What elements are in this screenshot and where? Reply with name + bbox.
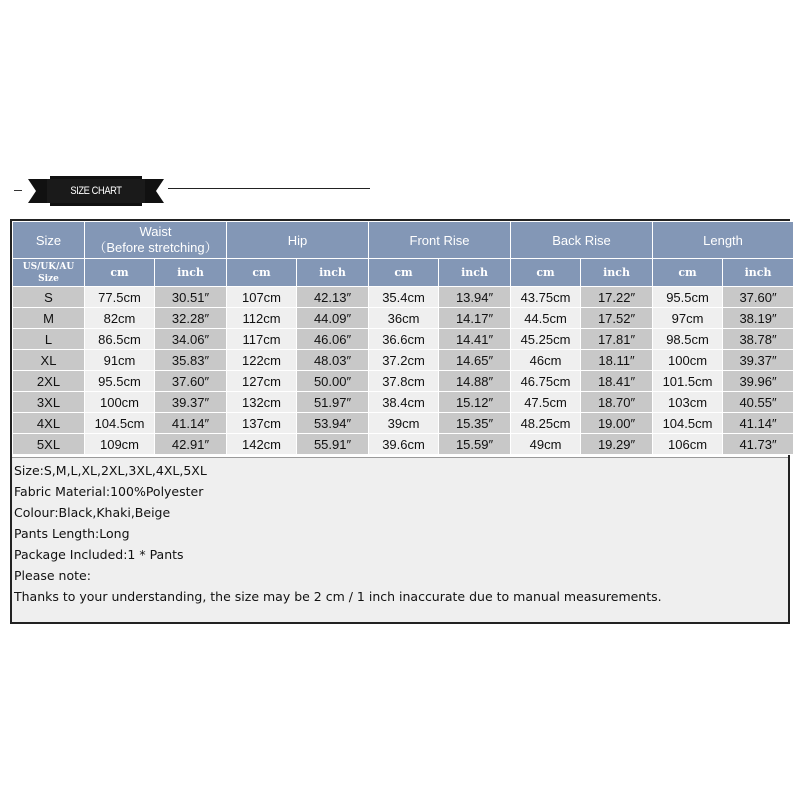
table-row (13, 371, 794, 392)
cell-back-rise-inch: 17.52″ (581, 308, 653, 329)
cell-hip-inch: 46.06″ (297, 329, 369, 350)
cell-hip-inch: 42.13″ (297, 287, 369, 308)
subheader-inch: inch (297, 259, 369, 287)
cell-length-inch: 38.19″ (723, 308, 794, 329)
banner-dash (14, 190, 22, 191)
cell-front-rise-inch: 15.59″ (439, 434, 511, 455)
subheader-inch: inch (581, 259, 653, 287)
cell-hip-cm: 117cm (227, 329, 297, 350)
cell-hip-inch: 48.03″ (297, 350, 369, 371)
cell-hip-cm: 137cm (227, 413, 297, 434)
cell-back-rise-cm: 48.25cm (511, 413, 581, 434)
cell-front-rise-inch: 14.41″ (439, 329, 511, 350)
header-waist (85, 222, 227, 259)
banner-tag (28, 176, 164, 206)
cell-back-rise-cm: 45.25cm (511, 329, 581, 350)
cell-waist-inch: 32.28″ (155, 308, 227, 329)
subheader-size-label: Size (38, 273, 59, 284)
header-waist-note: （Before stretching） (93, 240, 218, 255)
cell-waist-cm: 95.5cm (85, 371, 155, 392)
table-row (13, 287, 794, 308)
cell-back-rise-cm: 49cm (511, 434, 581, 455)
info-note-text: Thanks to your understanding, the size may be 2 cm / 1 inch inaccurate due to manual measurements. (14, 589, 662, 604)
cell-length-cm: 104.5cm (653, 413, 723, 434)
header-size: Size (13, 222, 85, 259)
cell-hip-cm: 142cm (227, 434, 297, 455)
table-row (13, 413, 794, 434)
cell-front-rise-inch: 15.35″ (439, 413, 511, 434)
cell-back-rise-cm: 44.5cm (511, 308, 581, 329)
subheader-row (13, 259, 794, 287)
cell-front-rise-cm: 37.8cm (369, 371, 439, 392)
cell-front-rise-cm: 37.2cm (369, 350, 439, 371)
cell-waist-cm: 109cm (85, 434, 155, 455)
header-length: Length (653, 222, 794, 259)
cell-length-inch: 40.55″ (723, 392, 794, 413)
subheader-inch: inch (723, 259, 794, 287)
cell-length-cm: 98.5cm (653, 329, 723, 350)
cell-front-rise-inch: 14.88″ (439, 371, 511, 392)
product-info (12, 457, 788, 622)
cell-length-inch: 41.14″ (723, 413, 794, 434)
subheader-cm: cm (369, 259, 439, 287)
cell-back-rise-cm: 46cm (511, 350, 581, 371)
cell-hip-inch: 51.97″ (297, 392, 369, 413)
cell-front-rise-cm: 35.4cm (369, 287, 439, 308)
cell-waist-inch: 37.60″ (155, 371, 227, 392)
cell-size: XL (13, 350, 85, 371)
cell-front-rise-cm: 39cm (369, 413, 439, 434)
size-chart-banner (14, 176, 359, 206)
cell-waist-inch: 35.83″ (155, 350, 227, 371)
table-row (13, 350, 794, 371)
cell-waist-inch: 30.51″ (155, 287, 227, 308)
subheader-size-region: US/UK/AU (22, 261, 75, 272)
table-row (13, 308, 794, 329)
subheader-cm: cm (511, 259, 581, 287)
cell-size: L (13, 329, 85, 350)
banner-rule (168, 188, 370, 189)
cell-size: 2XL (13, 371, 85, 392)
cell-hip-inch: 50.00″ (297, 371, 369, 392)
info-size: Size:S,M,L,XL,2XL,3XL,4XL,5XL (14, 463, 207, 478)
cell-back-rise-inch: 17.22″ (581, 287, 653, 308)
cell-front-rise-inch: 15.12″ (439, 392, 511, 413)
cell-length-cm: 97cm (653, 308, 723, 329)
size-table (12, 221, 794, 455)
cell-size: 4XL (13, 413, 85, 434)
cell-hip-cm: 112cm (227, 308, 297, 329)
banner-title: SIZE CHART (70, 185, 122, 197)
cell-length-inch: 41.73″ (723, 434, 794, 455)
cell-back-rise-cm: 46.75cm (511, 371, 581, 392)
cell-length-inch: 39.96″ (723, 371, 794, 392)
header-hip: Hip (227, 222, 369, 259)
cell-back-rise-inch: 18.70″ (581, 392, 653, 413)
subheader-cm: cm (227, 259, 297, 287)
subheader-cm: cm (85, 259, 155, 287)
cell-length-cm: 95.5cm (653, 287, 723, 308)
cell-front-rise-cm: 36.6cm (369, 329, 439, 350)
cell-waist-cm: 104.5cm (85, 413, 155, 434)
info-colour: Colour:Black,Khaki,Beige (14, 505, 171, 520)
cell-hip-cm: 122cm (227, 350, 297, 371)
cell-waist-inch: 41.14″ (155, 413, 227, 434)
cell-size: 5XL (13, 434, 85, 455)
cell-waist-cm: 86.5cm (85, 329, 155, 350)
header-front-rise: Front Rise (369, 222, 511, 259)
info-fabric: Fabric Material:100%Polyester (14, 484, 204, 499)
cell-size: S (13, 287, 85, 308)
size-rows (13, 287, 794, 455)
cell-front-rise-cm: 36cm (369, 308, 439, 329)
info-pants-length: Pants Length:Long (14, 526, 130, 541)
cell-waist-inch: 42.91″ (155, 434, 227, 455)
subheader-inch: inch (439, 259, 511, 287)
subheader-cm: cm (653, 259, 723, 287)
cell-front-rise-cm: 39.6cm (369, 434, 439, 455)
size-chart-panel (10, 219, 790, 624)
cell-hip-inch: 55.91″ (297, 434, 369, 455)
subheader-inch: inch (155, 259, 227, 287)
cell-back-rise-inch: 19.00″ (581, 413, 653, 434)
cell-back-rise-inch: 17.81″ (581, 329, 653, 350)
cell-waist-cm: 100cm (85, 392, 155, 413)
cell-waist-inch: 34.06″ (155, 329, 227, 350)
cell-hip-inch: 53.94″ (297, 413, 369, 434)
cell-length-cm: 103cm (653, 392, 723, 413)
cell-front-rise-inch: 14.65″ (439, 350, 511, 371)
header-row (13, 222, 794, 259)
cell-back-rise-inch: 18.11″ (581, 350, 653, 371)
cell-front-rise-inch: 14.17″ (439, 308, 511, 329)
cell-hip-inch: 44.09″ (297, 308, 369, 329)
cell-size: M (13, 308, 85, 329)
info-note-label: Please note: (14, 568, 91, 583)
cell-back-rise-cm: 47.5cm (511, 392, 581, 413)
subheader-size (13, 259, 85, 287)
table-row (13, 392, 794, 413)
cell-hip-cm: 107cm (227, 287, 297, 308)
cell-waist-cm: 82cm (85, 308, 155, 329)
cell-front-rise-cm: 38.4cm (369, 392, 439, 413)
cell-waist-cm: 77.5cm (85, 287, 155, 308)
cell-length-cm: 100cm (653, 350, 723, 371)
header-back-rise: Back Rise (511, 222, 653, 259)
cell-length-inch: 38.78″ (723, 329, 794, 350)
header-waist-title: Waist (139, 224, 172, 239)
cell-hip-cm: 127cm (227, 371, 297, 392)
cell-back-rise-cm: 43.75cm (511, 287, 581, 308)
cell-waist-inch: 39.37″ (155, 392, 227, 413)
table-row (13, 434, 794, 455)
cell-back-rise-inch: 18.41″ (581, 371, 653, 392)
cell-length-cm: 106cm (653, 434, 723, 455)
cell-waist-cm: 91cm (85, 350, 155, 371)
cell-front-rise-inch: 13.94″ (439, 287, 511, 308)
cell-length-inch: 37.60″ (723, 287, 794, 308)
cell-size: 3XL (13, 392, 85, 413)
info-package: Package Included:1 * Pants (14, 547, 184, 562)
table-row (13, 329, 794, 350)
cell-length-inch: 39.37″ (723, 350, 794, 371)
cell-back-rise-inch: 19.29″ (581, 434, 653, 455)
cell-length-cm: 101.5cm (653, 371, 723, 392)
cell-hip-cm: 132cm (227, 392, 297, 413)
